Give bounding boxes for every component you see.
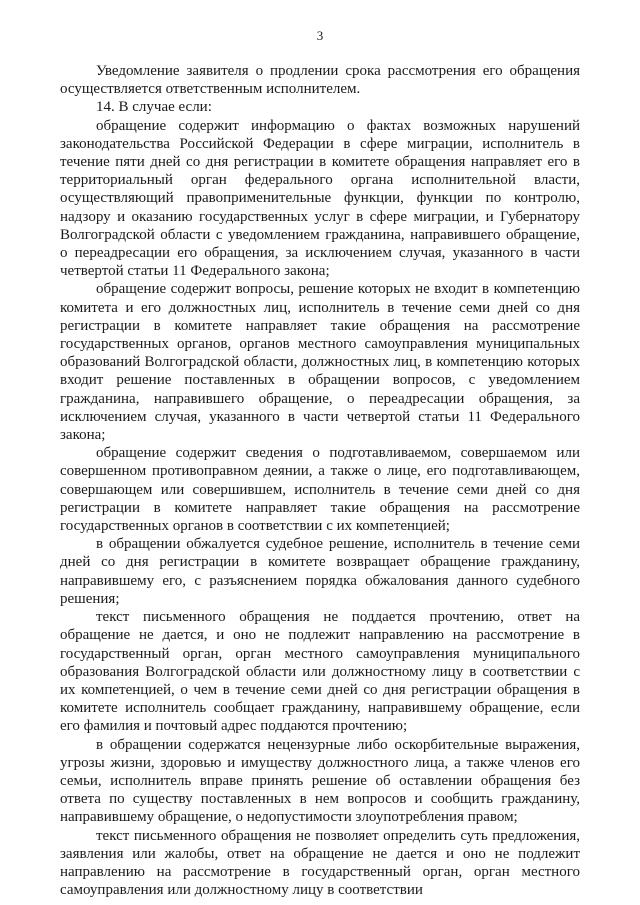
paragraph-unlawful-act: обращение содержит сведения о подготавливаемом, совершаемом или совершенном противоправном деянии, а также о лице, его подготавливающем, совершающем или совершившем, исполнитель в течение семи дней со дня регистрации в комитете направляет такие обращения на рассмотрение государственных органов в соответствии с их компетенцией; — [60, 445, 580, 535]
paragraph-unreadable-text: текст письменного обращения не поддается прочтению, ответ на обращение не дается, и оно не подлежит направлению на рассмотрение в государственный орган, орган местного самоуправления муниципального образования Волгоградской области или должностному лицу в соответствии с их компетенцией, о чем в течение семи дней со дня регистрации обращения в комитете исполнитель сообщает гражданину, направившему обращение, если его фамилия и почтовый адрес поддаются прочтению; — [60, 609, 580, 735]
paragraph-notification: Уведомление заявителя о продлении срока рассмотрения его обращения осуществляется ответственным исполнителем. — [60, 63, 580, 98]
document-body — [60, 62, 580, 899]
paragraph-offensive-language: в обращении содержатся нецензурные либо оскорбительные выражения, угрозы жизни, здоровью и имуществу должностного лица, а также членов его семьи, исполнитель вправе принять решение об оставлении обращения без ответа по существу поставленных в нем вопросов и сообщить гражданину, направившему обращение, о недопустимости злоупотребления правом; — [60, 736, 580, 826]
paragraph-undefined-essence: текст письменного обращения не позволяет определить суть предложения, заявления или жалобы, ответ на обращение не дается и оно не подлежит направлению на рассмотрение в государственный орган, орган местного самоуправления или должностному лицу в соответствии — [60, 827, 580, 899]
paragraph-section-14: 14. В случае если: — [96, 99, 212, 116]
paragraph-court-decision: в обращении обжалуется судебное решение, исполнитель в течение семи дней со дня регистрации в комитете возвращает обращение гражданину, направившему его, с разъяснением порядка обжалования данного судебного решения; — [60, 536, 580, 607]
page-number: 3 — [316, 28, 324, 43]
paragraph-migration-violations: обращение содержит информацию о фактах возможных нарушений законодательства Российской Федерации в сфере миграции, исполнитель в течение пяти дней со дня регистрации в комитете обращения направляет его в территориальный орган федерального органа исполнительной власти, осуществляющий правоприменительные функции, функции по контролю, надзору и оказанию государственных услуг в сфере миграции, и Губернатору Волгоградской области с уведомлением гражданина, направившего обращение, о переадресации его обращения, за исключением случая, указанного в части четвертой статьи 11 Федерального закона; — [60, 117, 580, 280]
paragraph-outside-competence: обращение содержит вопросы, решение которых не входит в компетенцию комитета и его должностных лиц, исполнитель в течение семи дней со дня регистрации в комитете направляет такие обращения на рассмотрение государственных органов, органов местного самоуправления муниципальных образований Волгоградской области, должностных лиц, в компетенцию которых входит решение поставленных в обращении вопросов, с уведомлением гражданина, направившего обращение, о переадресации обращения, за исключением случая, указанного в части четвертой статьи 11 Федерального закона; — [60, 281, 580, 444]
